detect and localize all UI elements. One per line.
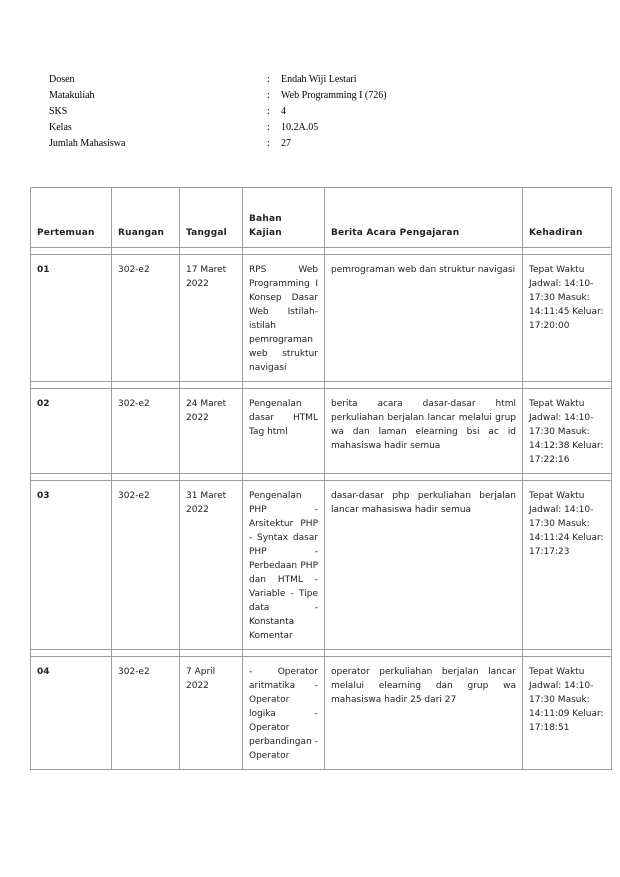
info-colon: :: [267, 138, 270, 149]
cell-tanggal: 31 Maret 2022: [180, 481, 243, 650]
header-tanggal: Tanggal: [180, 188, 243, 248]
cell-berita-acara: pemrograman web dan struktur navigasi: [325, 255, 523, 382]
info-colon: :: [267, 122, 270, 133]
cell-berita-acara: operator perkuliahan berjalan lancar melalui elearning dan grup wa mahasiswa hadir 25 dari 27: [325, 657, 523, 770]
info-row-dosen: [49, 72, 549, 88]
info-row-kelas: [49, 120, 549, 136]
info-label: SKS: [49, 106, 68, 117]
info-label: Kelas: [49, 122, 72, 133]
info-label: Matakuliah: [49, 90, 95, 101]
header-ruangan: Ruangan: [112, 188, 180, 248]
cell-kehadiran: Tepat Waktu Jadwal: 14:10-17:30 Masuk: 14:11:09 Keluar: 17:18:51: [523, 657, 612, 770]
cell-ruangan: 302-e2: [112, 657, 180, 770]
header-pertemuan: Pertemuan: [31, 188, 112, 248]
table-spacer: [31, 248, 612, 255]
table-spacer: [31, 650, 612, 657]
cell-bahan-kajian: RPS Web Programming I Konsep Dasar Web Istilah-istilah pemrograman web struktur navigasi: [243, 255, 325, 382]
info-colon: :: [267, 106, 270, 117]
info-row-sks: [49, 104, 549, 120]
cell-kehadiran: Tepat Waktu Jadwal: 14:10-17:30 Masuk: 14:11:24 Keluar: 17:17:23: [523, 481, 612, 650]
info-row-jumlah-mahasiswa: [49, 136, 549, 152]
cell-kehadiran: Tepat Waktu Jadwal: 14:10-17:30 Masuk: 14:11:45 Keluar: 17:20:00: [523, 255, 612, 382]
cell-ruangan: 302-e2: [112, 389, 180, 474]
header-berita-acara: Berita Acara Pengajaran: [325, 188, 523, 248]
cell-pertemuan: 03: [31, 481, 112, 650]
info-label: Jumlah Mahasiswa: [49, 138, 126, 149]
cell-tanggal: 17 Maret 2022: [180, 255, 243, 382]
cell-pertemuan: 04: [31, 657, 112, 770]
cell-ruangan: 302-e2: [112, 255, 180, 382]
cell-berita-acara: berita acara dasar-dasar html perkuliahan berjalan lancar melalui grup wa dan laman elearning bsi ac id mahasiswa hadir semua: [325, 389, 523, 474]
course-info: [49, 72, 549, 152]
info-colon: :: [267, 90, 270, 101]
header-bahan-kajian: Bahan Kajian: [243, 188, 325, 248]
table-row: [31, 481, 612, 650]
cell-bahan-kajian: - Operator aritmatika - Operator logika - Operator perbandingan - Operator: [243, 657, 325, 770]
info-colon: :: [267, 74, 270, 85]
cell-bahan-kajian: Pengenalan PHP - Arsitektur PHP - Syntax dasar PHP - Perbedaan PHP dan HTML - Variable - Tipe data - Konstanta Komentar: [243, 481, 325, 650]
info-value: 27: [281, 138, 291, 149]
cell-kehadiran: Tepat Waktu Jadwal: 14:10-17:30 Masuk: 14:12:38 Keluar: 17:22:16: [523, 389, 612, 474]
cell-pertemuan: 01: [31, 255, 112, 382]
info-row-matakuliah: [49, 88, 549, 104]
info-value: Web Programming I (726): [281, 90, 387, 101]
cell-pertemuan: 02: [31, 389, 112, 474]
info-label: Dosen: [49, 74, 75, 85]
table-row: [31, 389, 612, 474]
cell-bahan-kajian: Pengenalan dasar HTML Tag html: [243, 389, 325, 474]
table-row: [31, 657, 612, 770]
table-header-row: [31, 188, 612, 248]
cell-tanggal: 24 Maret 2022: [180, 389, 243, 474]
info-value: 4: [281, 106, 286, 117]
table-spacer: [31, 474, 612, 481]
info-value: 10.2A.05: [281, 122, 319, 133]
info-value: Endah Wiji Lestari: [281, 74, 357, 85]
table-row: [31, 255, 612, 382]
header-kehadiran: Kehadiran: [523, 188, 612, 248]
cell-berita-acara: dasar-dasar php perkuliahan berjalan lancar mahasiswa hadir semua: [325, 481, 523, 650]
attendance-table: [30, 187, 612, 770]
cell-ruangan: 302-e2: [112, 481, 180, 650]
table-spacer: [31, 382, 612, 389]
cell-tanggal: 7 April 2022: [180, 657, 243, 770]
